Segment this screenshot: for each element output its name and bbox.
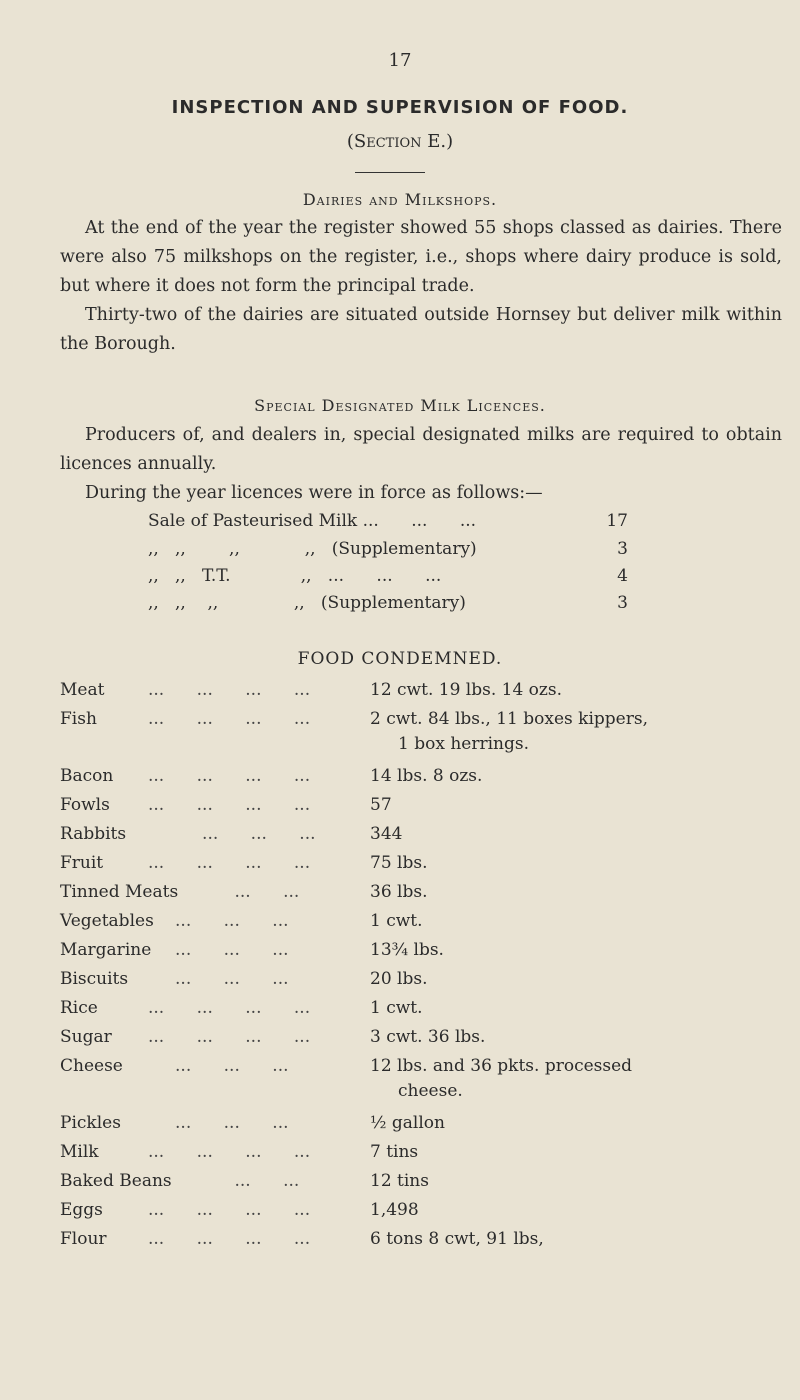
food-quantity [370, 1111, 790, 1136]
food-quantity-line: 13¾ lbs. [370, 940, 444, 960]
food-quantity [370, 851, 790, 876]
food-quantity-line: 12 lbs. and 36 pkts. processed [370, 1056, 633, 1076]
leader-dots: ... ... [148, 1171, 300, 1191]
food-item: Eggs [60, 1200, 103, 1220]
leader-dots: ... ... ... ... [148, 680, 311, 700]
food-item: Pickles [60, 1113, 121, 1133]
food-item: Cheese [60, 1056, 123, 1076]
food-quantity [370, 1054, 790, 1104]
page-number: 17 [388, 50, 412, 71]
food-quantity [370, 1169, 790, 1194]
food-quantity-line: ½ gallon [370, 1113, 445, 1133]
licences-heading: Special Designated Milk Licences. [254, 396, 546, 415]
food-condemned-title: FOOD CONDEMNED. [297, 649, 503, 669]
licence-row [148, 566, 628, 596]
food-quantity-line: 36 lbs. [370, 882, 428, 902]
leader-dots: ... ... ... [148, 940, 289, 960]
leader-dots: ... ... ... [148, 1113, 289, 1133]
food-quantity [370, 793, 790, 818]
food-quantity-line: 12 tins [370, 1171, 429, 1191]
food-quantity-line: 2 cwt. 84 lbs., 11 boxes kippers, [370, 709, 648, 729]
licence-row [148, 511, 628, 541]
licence-label: ,, ,, T.T. ,, ... ... ... [148, 566, 442, 586]
licences-text [60, 421, 782, 508]
licence-row [148, 539, 628, 569]
food-item: Sugar [60, 1027, 112, 1047]
leader-dots: ... ... ... ... [148, 795, 311, 815]
food-item: Milk [60, 1142, 99, 1162]
licence-count: 3 [617, 593, 628, 613]
food-item: Fish [60, 709, 97, 729]
food-quantity [370, 764, 790, 789]
leader-dots: ... ... ... ... [148, 1142, 311, 1162]
section-label: (Section E.) [346, 131, 454, 152]
leader-dots: ... ... [148, 882, 300, 902]
food-quantity-line: 3 cwt. 36 lbs. [370, 1027, 486, 1047]
leader-dots: ... ... ... [148, 824, 316, 844]
leader-dots: ... ... ... ... [148, 853, 311, 873]
dairies-paragraph-2: Thirty-two of the dairies are situated outside Hornsey but deliver milk within the Borough. [60, 305, 782, 354]
food-item: Fruit [60, 853, 104, 873]
food-quantity-line: 75 lbs. [370, 853, 428, 873]
food-item: Bacon [60, 766, 114, 786]
food-quantity [370, 1140, 790, 1165]
food-quantity [370, 880, 790, 905]
leader-dots: ... ... ... ... [148, 766, 311, 786]
food-item: Baked Beans [60, 1171, 172, 1191]
food-quantity-line: 14 lbs. 8 ozs. [370, 766, 483, 786]
food-quantity [370, 707, 790, 757]
licences-paragraph-2: During the year licences were in force as follows:— [85, 483, 543, 503]
licence-count: 17 [606, 511, 628, 531]
food-item: Fowls [60, 795, 110, 815]
food-item: Biscuits [60, 969, 129, 989]
food-quantity [370, 909, 790, 934]
food-quantity-line: 1,498 [370, 1200, 419, 1220]
food-quantity [370, 1198, 790, 1223]
licences-paragraph-1: Producers of, and dealers in, special designated milks are required to obtain licences annually. [60, 425, 782, 474]
leader-dots: ... ... ... ... [148, 1200, 311, 1220]
food-quantity-line: 1 cwt. [370, 911, 423, 931]
food-quantity-line: 57 [370, 795, 392, 815]
licence-label: ,, ,, ,, ,, (Supplementary) [148, 593, 466, 613]
leader-dots: ... ... ... ... [148, 998, 311, 1018]
food-quantity-line: 12 cwt. 19 lbs. 14 ozs. [370, 680, 562, 700]
leader-dots: ... ... ... [148, 911, 289, 931]
leader-dots: ... ... ... ... [148, 1027, 311, 1047]
food-quantity [370, 996, 790, 1021]
food-item: Flour [60, 1229, 107, 1249]
licence-count: 3 [617, 539, 628, 559]
food-quantity-line: 6 tons 8 cwt, 91 lbs, [370, 1229, 544, 1249]
leader-dots: ... ... ... [148, 969, 289, 989]
dairies-heading: Dairies and Milkshops. [302, 190, 498, 209]
licence-label: ,, ,, ,, ,, (Supplementary) [148, 539, 477, 559]
food-quantity-line: 7 tins [370, 1142, 419, 1162]
leader-dots: ... ... ... ... [148, 709, 311, 729]
food-item: Rice [60, 998, 98, 1018]
food-quantity-continuation: cheese. [398, 1081, 463, 1101]
licence-count: 4 [617, 566, 628, 586]
leader-dots: ... ... ... ... [148, 1229, 311, 1249]
page-title: INSPECTION AND SUPERVISION OF FOOD. [171, 97, 629, 118]
food-quantity-line: 344 [370, 824, 403, 844]
food-item: Margarine [60, 940, 152, 960]
food-quantity-line: 1 cwt. [370, 998, 423, 1018]
food-quantity-continuation: 1 box herrings. [398, 734, 529, 754]
dairies-text [60, 214, 782, 359]
title-rule [355, 172, 425, 173]
food-quantity [370, 938, 790, 963]
food-item: Rabbits [60, 824, 127, 844]
dairies-paragraph-1: At the end of the year the register showed 55 shops classed as dairies. There were also 75 milkshops on the register, i.e., shops where dairy produce is sold, but where it does not form the principal trade. [60, 218, 782, 296]
food-quantity [370, 967, 790, 992]
food-quantity [370, 822, 790, 847]
food-item: Meat [60, 680, 105, 700]
food-quantity [370, 1025, 790, 1050]
food-item: Tinned Meats [60, 882, 179, 902]
leader-dots: ... ... ... [148, 1056, 289, 1076]
food-quantity [370, 1227, 790, 1252]
food-quantity [370, 678, 790, 703]
licence-label: Sale of Pasteurised Milk ... ... ... [148, 511, 477, 531]
food-item: Vegetables [60, 911, 154, 931]
food-quantity-line: 20 lbs. [370, 969, 428, 989]
licence-row [148, 593, 628, 623]
